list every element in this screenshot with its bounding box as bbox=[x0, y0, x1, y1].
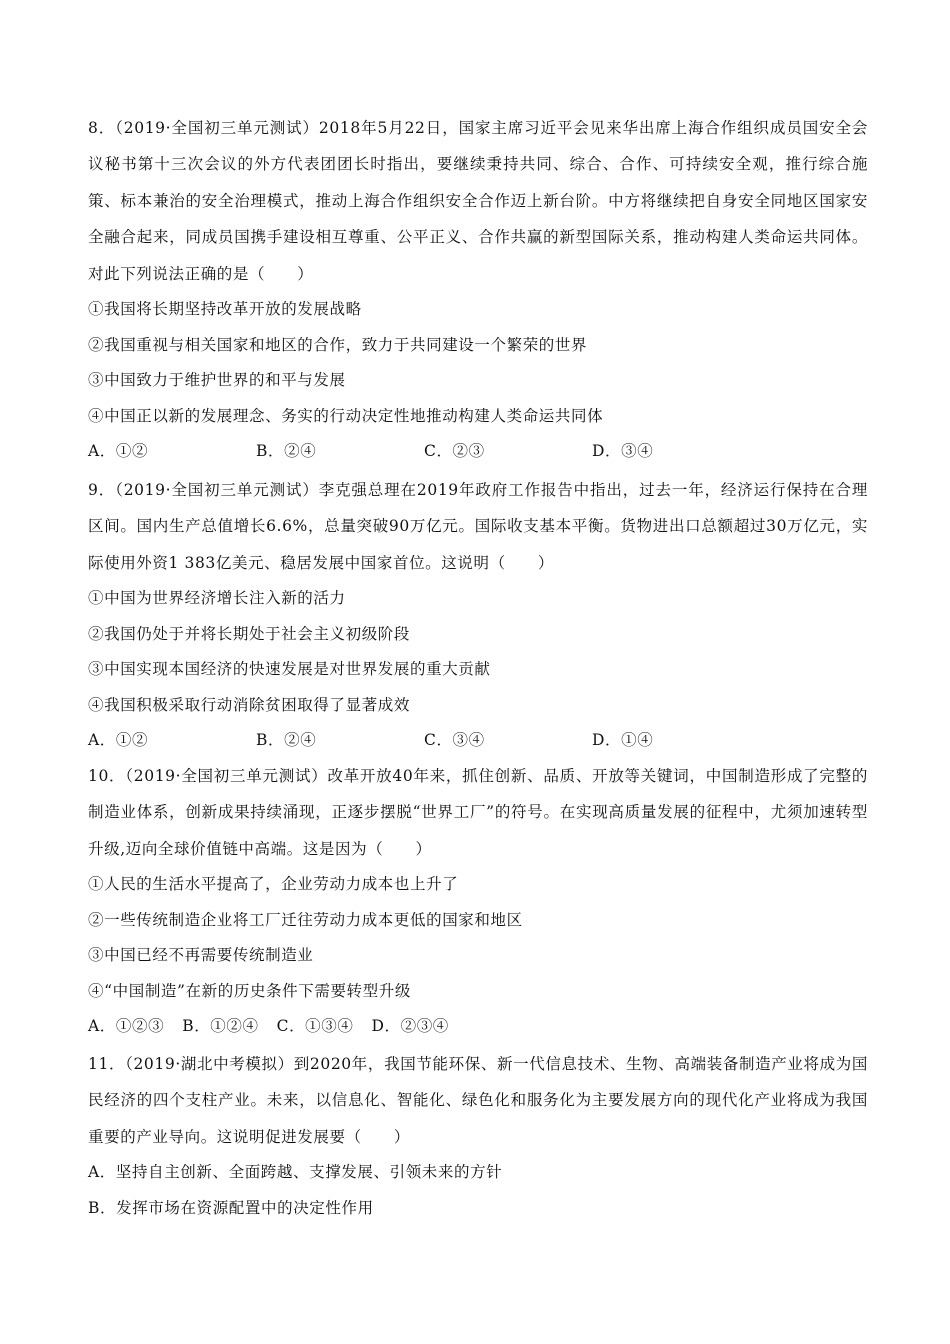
choice-a[interactable]: A．①② bbox=[88, 442, 149, 461]
choice-d[interactable]: D．③④ bbox=[592, 442, 654, 461]
question-stem: 8．（2019·全国初三单元测试）2018年5月22日，国家主席习近平会见来华出席上海合作组织成员国安全会议秘书第十三次会议的外方代表团团长时指出，要继续秉持共同、综合、合作、可持续安全观，推行综合施策、标本兼治的安全治理模式，推动上海合作组织安全合作迈上新台阶。中方将继续把自身安全同地区国家安全融合起来，同成员国携手建设相互尊重、公平正义、合作共赢的新型国际关系，推动构建人类命运共同体。对此下列说法正确的是（ ） bbox=[88, 119, 868, 283]
statement-option: ①人民的生活水平提高了，企业劳动力成本也上升了 bbox=[88, 875, 459, 894]
statement-option: ③中国已经不再需要传统制造业 bbox=[88, 946, 314, 965]
question-8 bbox=[88, 110, 868, 470]
statement-option: ③中国致力于维护世界的和平与发展 bbox=[88, 371, 346, 390]
statement-option: ④“中国制造”在新的历史条件下需要转型升级 bbox=[88, 981, 411, 1000]
choice-a[interactable]: A．①②③ bbox=[88, 1017, 165, 1036]
question-stem: 9．（2019·全国初三单元测试）李克强总理在2019年政府工作报告中指出，过去一年，经济运行保持在合理区间。国内生产总值增长6.6%，总量突破90万亿元。国际收支基本平衡。货物进出口总额超过30万亿元，实际使用外资1 383亿美元、稳居发展中国家首位。这说明（ ） bbox=[88, 481, 868, 572]
choice-c[interactable]: C．③④ bbox=[424, 731, 485, 750]
answer-choices bbox=[88, 1009, 868, 1045]
choice-a[interactable]: A．坚持自主创新、全面跨越、支撑发展、引领未来的方针 bbox=[88, 1163, 503, 1182]
choice-c[interactable]: C．②③ bbox=[424, 442, 485, 461]
answer-choices bbox=[88, 723, 868, 759]
question-stem: 11．（2019·湖北中考模拟）到2020年，我国节能环保、新一代信息技术、生物、高端装备制造产业将成为国民经济的四个支柱产业。未来，以信息化、智能化、绿色化和服务化为主要发展方向的现代化产业将成为我国重要的产业导向。这说明促进发展要（ ） bbox=[88, 1055, 868, 1146]
statement-option: ③中国实现本国经济的快速发展是对世界发展的重大贡献 bbox=[88, 660, 491, 679]
question-10 bbox=[88, 758, 868, 1045]
statement-option: ④中国正以新的发展理念、务实的行动决定性地推动构建人类命运共同体 bbox=[88, 406, 604, 425]
choice-b[interactable]: B．①②④ bbox=[182, 1017, 259, 1036]
question-stem: 10．（2019·全国初三单元测试）改革开放40年来，抓住创新、品质、开放等关键词，中国制造形成了完整的制造业体系，创新成果持续涌现，正逐步摆脱“世界工厂”的符号。在实现高质量发展的征程中，尤须加速转型升级,迈向全球价值链中高端。这是因为（ ） bbox=[88, 767, 868, 858]
statement-option: ④我国积极采取行动消除贫困取得了显著成效 bbox=[88, 695, 411, 714]
answer-choices bbox=[88, 434, 868, 470]
statement-option: ①中国为世界经济增长注入新的活力 bbox=[88, 589, 346, 608]
statement-option: ①我国将长期坚持改革开放的发展战略 bbox=[88, 300, 362, 319]
statement-option: ②一些传统制造企业将工厂迁往劳动力成本更低的国家和地区 bbox=[88, 910, 523, 929]
choice-b[interactable]: B．②④ bbox=[256, 731, 317, 750]
statement-option: ②我国重视与相关国家和地区的合作，致力于共同建设一个繁荣的世界 bbox=[88, 335, 588, 354]
question-11 bbox=[88, 1046, 868, 1226]
choice-b[interactable]: B．②④ bbox=[256, 442, 317, 461]
choice-b[interactable]: B．发挥市场在资源配置中的决定性作用 bbox=[88, 1198, 374, 1217]
choice-c[interactable]: C．①③④ bbox=[276, 1017, 354, 1036]
choice-d[interactable]: D．②③④ bbox=[371, 1017, 449, 1036]
question-9 bbox=[88, 472, 868, 759]
choice-d[interactable]: D．①④ bbox=[592, 731, 654, 750]
statement-option: ②我国仍处于并将长期处于社会主义初级阶段 bbox=[88, 624, 411, 643]
choice-a[interactable]: A．①② bbox=[88, 731, 149, 750]
